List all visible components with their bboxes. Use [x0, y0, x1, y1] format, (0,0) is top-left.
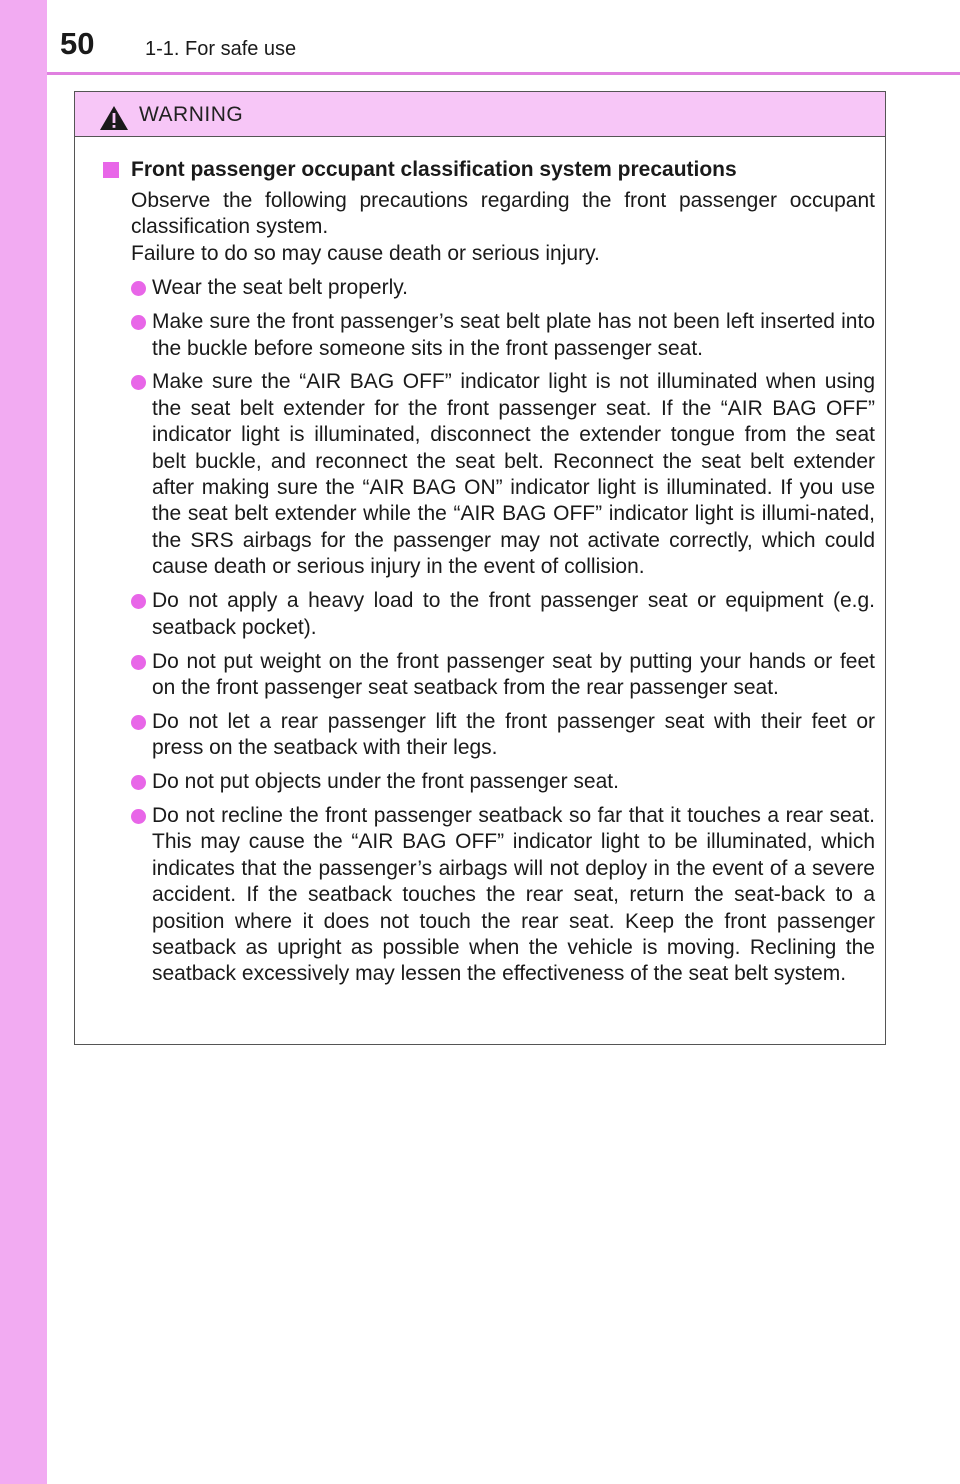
bullet-dot-icon [131, 655, 146, 670]
list-item [103, 275, 875, 301]
warning-subheading [103, 157, 875, 183]
warning-intro [103, 188, 875, 267]
list-item-text: Do not let a rear passenger lift the front passenger seat with their feet or press on the seatback with their legs. [152, 709, 875, 760]
bullet-dot-icon [131, 809, 146, 824]
bullet-dot-icon [131, 315, 146, 330]
list-item [103, 769, 875, 795]
list-item-text: Do not put objects under the front passenger seat. [152, 770, 619, 794]
warning-body [75, 137, 885, 988]
list-item-text: Make sure the front passenger’s seat belt plate has not been left inserted into the buckle before someone sits in the front passenger seat. [152, 310, 875, 360]
intro-line: Failure to do so may cause death or serious injury. [131, 241, 600, 265]
square-bullet-icon [103, 162, 119, 178]
list-item [103, 649, 875, 702]
list-item-text: Do not recline the front passenger seatback so far that it touches a rear seat. This may cause the “AIR BAG OFF” indicator light to be illuminated, which indicates that the passenger’s airbags will not deploy in the event of a severe accident. If the seatback touches the rear seat, return the seat-back to a position where it does not touch the rear seat. Keep the front passenger seatback as upright as possible when the vehicle is moving. Reclining the seatback excessively may lessen the effectiveness of the seat belt system. [152, 804, 875, 986]
warning-box [74, 91, 886, 1045]
list-item [103, 709, 875, 762]
bullet-dot-icon [131, 594, 146, 609]
intro-line: Observe the following precautions regarding the front passenger occupant classification system. [131, 189, 875, 239]
list-item-text: Wear the seat belt properly. [152, 276, 409, 300]
list-item [103, 803, 875, 988]
list-item [103, 369, 875, 580]
list-item [103, 309, 875, 362]
bullet-dot-icon [131, 281, 146, 296]
side-color-band [0, 0, 47, 1484]
warning-triangle-icon [99, 105, 129, 131]
warning-title: WARNING [139, 103, 244, 126]
list-item-text: Do not put weight on the front passenger seat by putting your hands or feet on the front passenger seat seatback from the rear passenger seat. [152, 649, 875, 699]
warning-header [75, 92, 885, 137]
precaution-list [103, 275, 875, 988]
bullet-dot-icon [131, 375, 146, 390]
list-item-text: Make sure the “AIR BAG OFF” indicator light is not illuminated when using the seat belt extender for the front passenger seat. If the “AIR BAG OFF” indicator light is illuminated, disconnect the extender tongue from the seat belt buckle, and reconnect the seat belt. Reconnect the seat belt extender after making sure the “AIR BAG ON” indicator light is illuminated. If you use the seat belt extender while the “AIR BAG OFF” indicator light is illumi-nated, the SRS airbags for the passenger may not activate correctly, which could cause death or serious injury in the event of collision. [152, 370, 875, 579]
list-item-text: Do not apply a heavy load to the front passenger seat or equipment (e.g. seatback pocket). [152, 589, 875, 639]
list-item [103, 588, 875, 641]
bullet-dot-icon [131, 715, 146, 730]
section-title: 1-1. For safe use [145, 38, 297, 60]
header-divider [47, 72, 960, 75]
page-number: 50 [60, 26, 95, 61]
warning-subheading-text: Front passenger occupant classification system precautions [131, 158, 737, 181]
bullet-dot-icon [131, 775, 146, 790]
